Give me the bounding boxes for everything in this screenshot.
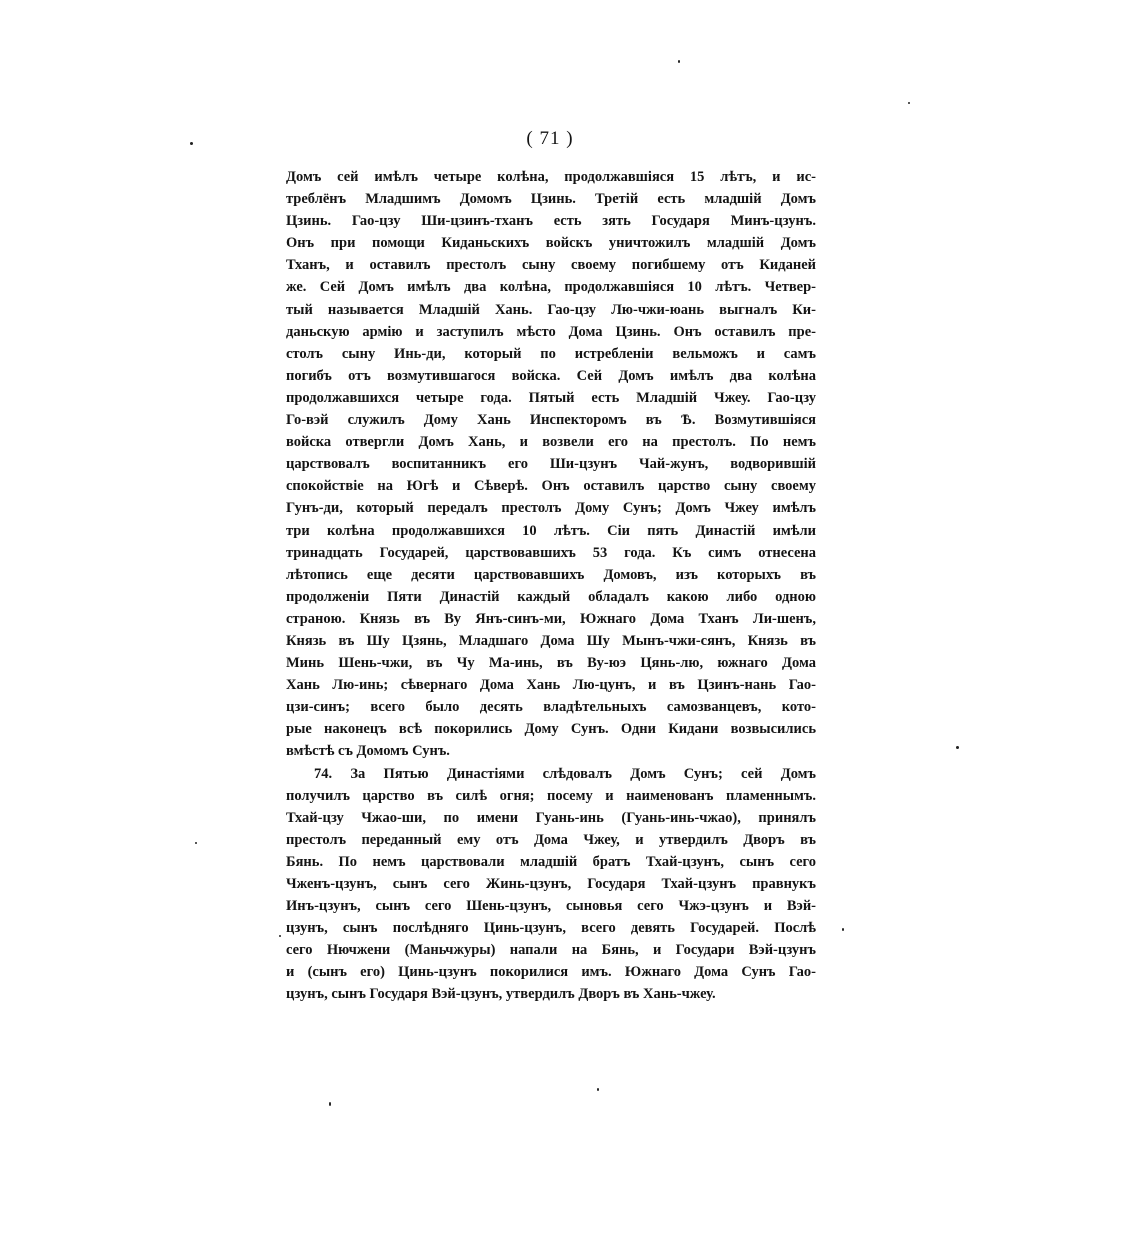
text-line: погибъ отъ возмутившагося войска. Сей Домъ имѣлъ два колѣна bbox=[286, 367, 816, 384]
text-line: страною. Князь въ Ву Янъ-синъ-ми, Южнаго Дома Тханъ Ли-шенъ, bbox=[286, 610, 816, 627]
text-line: продолженіи Пяти Династій каждый обладалъ какою либо одною bbox=[286, 588, 816, 605]
text-line: Онъ при помощи Киданьскихъ войскъ уничтожилъ младшій Домъ bbox=[286, 235, 816, 252]
text-line: Бянь. По немъ царствовали младшій братъ Тхай-цзунъ, сынъ сего bbox=[286, 853, 816, 870]
text-line: войска отвергли Домъ Хань, и возвели его на престолъ. По немъ bbox=[286, 434, 816, 451]
scan-speck bbox=[678, 60, 680, 63]
text-line: тринадцать Государей, царствовавшихъ 53 года. Къ симъ отнесена bbox=[286, 544, 816, 561]
text-line: цзи-синъ; всего было десять владѣтельныхъ самозванцевъ, кото- bbox=[286, 699, 816, 716]
scan-speck bbox=[597, 1088, 599, 1091]
text-line: Гунъ-ди, который передалъ престолъ Дому Сунъ; Домъ Чжеу имѣлъ bbox=[286, 500, 816, 517]
text-line: Князь въ Шу Цзянь, Младшаго Дома Шу Мынъ-чжи-сянъ, Князь въ bbox=[286, 632, 816, 649]
text-line: получилъ царство въ силѣ огня; посему и наименованъ пламеннымъ. bbox=[286, 787, 816, 804]
text-line: спокойствіе на Югѣ и Сѣверѣ. Онъ оставилъ царство сыну своему bbox=[286, 478, 816, 495]
text-line: сего Нючжени (Маньчжуры) напали на Бянь, и Государи Вэй-цзунъ bbox=[286, 942, 816, 959]
text-line: треблёнъ Младшимъ Домомъ Цзинь. Третій есть младшій Домъ bbox=[286, 191, 816, 208]
text-line: лѣтопись еще десяти царствовавшихъ Домовъ, изъ которыхъ въ bbox=[286, 566, 816, 583]
text-line: тый называется Младшій Хань. Гао-цзу Лю-чжи-юань выгналъ Ки- bbox=[286, 301, 816, 318]
text-line: Чженъ-цзунъ, сынъ сего Жинь-цзунъ, Государя Тхай-цзунъ правнукъ bbox=[286, 876, 816, 892]
text-line: Домъ сей имѣлъ четыре колѣна, продолжавшіяся 15 лѣтъ, и ис- bbox=[286, 169, 816, 185]
text-line: цзунъ, сынъ послѣдняго Цинь-цзунъ, всего девять Государей. Послѣ bbox=[286, 920, 816, 937]
text-line: Тхай-цзу Чжао-ши, по имени Гуань-инь (Гуань-инь-чжао), принялъ bbox=[286, 809, 816, 826]
text-line: Го-вэй служилъ Дому Хань Инспекторомъ въ Ѣ. Возмутившіяся bbox=[286, 412, 816, 429]
text-line: Инъ-цзунъ, сынъ сего Шень-цзунъ, сыновья сего Чжэ-цзунъ и Вэй- bbox=[286, 898, 816, 915]
text-line: столъ сыну Инь-ди, который по истребленіи вельможъ и самъ bbox=[286, 345, 816, 362]
text-line: Хань Лю-инь; сѣвернаго Дома Хань Лю-цунъ, и въ Цзинъ-нань Гао- bbox=[286, 677, 816, 694]
scan-speck bbox=[908, 102, 910, 104]
text-line: Тханъ, и оставилъ престолъ сыну своему погибшему отъ Киданей bbox=[286, 257, 816, 274]
text-line: даньскую армію и заступилъ мѣсто Дома Цзинь. Онъ оставилъ пре- bbox=[286, 323, 816, 340]
scan-speck bbox=[195, 842, 197, 844]
scan-speck bbox=[956, 746, 959, 749]
scan-speck bbox=[329, 1102, 331, 1106]
scan-speck bbox=[842, 928, 844, 931]
text-line: три колѣна продолжавшихся 10 лѣтъ. Сіи пять Династій имѣли bbox=[286, 522, 816, 539]
text-line: и (сынъ его) Цинь-цзунъ покорилися имъ. Южнаго Дома Сунъ Гао- bbox=[286, 964, 816, 981]
text-line: царствовалъ воспитанникъ его Ши-цзунъ Чай-жунъ, водворившій bbox=[286, 456, 816, 473]
text-line: рые наконецъ всѣ покорились Дому Сунъ. Одни Кидани возвысились bbox=[286, 721, 816, 738]
page-number: ( 71 ) bbox=[526, 128, 574, 149]
text-line: вмѣстѣ съ Домомъ Сунъ. bbox=[286, 743, 450, 760]
text-line: продолжавшихся четыре года. Пятый есть Младшій Чжеу. Гао-цзу bbox=[286, 389, 816, 406]
text-line: престолъ переданный ему отъ Дома Чжеу, и утвердилъ Дворъ въ bbox=[286, 831, 816, 848]
text-line: Минь Шень-чжи, въ Чу Ма-инь, въ Ву-юэ Цянь-лю, южнаго Дома bbox=[286, 655, 816, 672]
text-line: цзунъ, сынъ Государя Вэй-цзунъ, утвердилъ Дворъ въ Хань-чжеу. bbox=[286, 986, 716, 1003]
scan-speck bbox=[190, 142, 193, 145]
body-text bbox=[286, 166, 816, 1006]
text-line: Цзинь. Гао-цзу Ши-цзинъ-тханъ есть зять Государя Минъ-цзунъ. bbox=[286, 213, 816, 230]
text-line: же. Сей Домъ имѣлъ два колѣна, продолжавшіяся 10 лѣтъ. Четвер- bbox=[286, 279, 816, 296]
scan-speck bbox=[279, 935, 281, 937]
text-line: 74. За Пятью Династіями слѣдовалъ Домъ Сунъ; сей Домъ bbox=[314, 765, 816, 782]
